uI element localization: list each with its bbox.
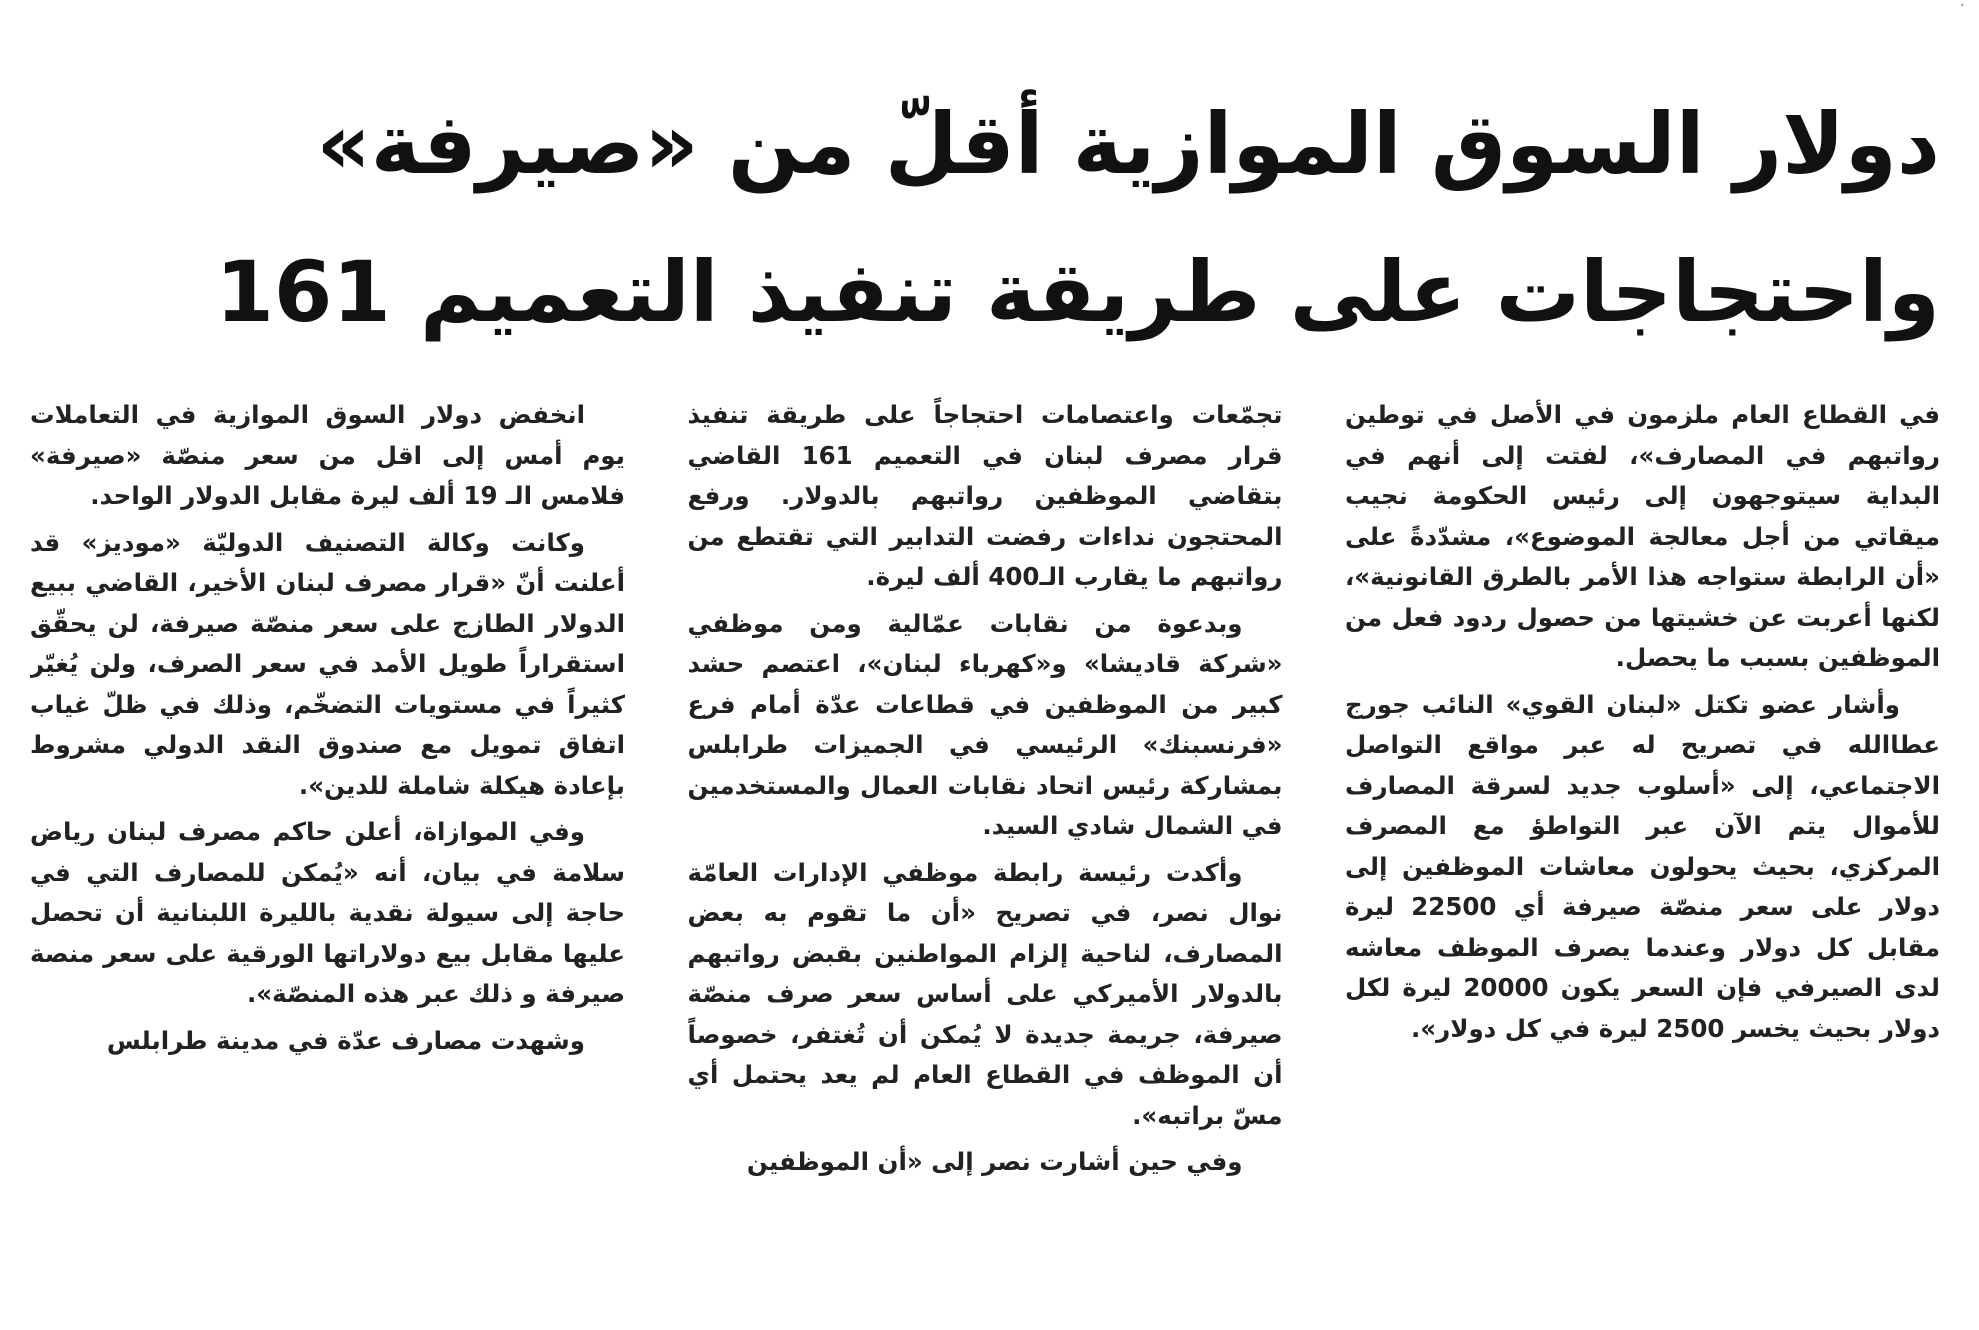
paragraph: وفي الموازاة، أعلن حاكم مصرف لبنان رياض سلامة في بيان، أنه «يُمكن للمصارف التي في حاجة إلى سيولة نقدية بالليرة اللبنانية أن تحصل عليها مقابل بيع دولاراتها الورقية على سعر منصة صيرفة و ذلك عبر هذه المنصّة». — [30, 817, 625, 1008]
article-headline — [215, 70, 1940, 366]
paragraph: وأكدت رئيسة رابطة موظفي الإدارات العامّة نوال نصر، في تصريح «أن ما تقوم به بعض المصارف، لناحية إلزام المواطنين بقبض رواتبهم بالدولار الأميركي على أساس سعر صرف منصّة صيرفة، جريمة جديدة لا يُمكن أن تُغتفر، خصوصاً أن الموظف في القطاع العام لم يعد يحتمل أي مسّ براتبه». — [687, 857, 1283, 1130]
column-2 — [688, 395, 1283, 1295]
column-1 — [30, 395, 625, 1295]
paragraph: وأشار عضو تكتل «لبنان القوي» النائب جورج عطاالله في تصريح له عبر مواقع التواصل الاجتماعي، إلى «أسلوب جديد لسرقة المصارف للأموال يتم الآن عبر التواطؤ مع المصرف المركزي، بحيث يحولون معاشات الموظفين إلى دولار على سعر منصّة صيرفة أي 22500 ليرة مقابل كل دولار وعندما يصرف الموظف معاشه لدى الصيرفي فإن السعر يكون 20000 ليرة لكل دولار بحيث يخسر 2500 ليرة في كل دولار». — [1345, 689, 1940, 1043]
paragraph: وفي حين أشارت نصر إلى «أن الموظفين — [746, 1147, 1243, 1176]
column-3 — [1345, 395, 1940, 1295]
article-body — [30, 395, 1940, 1295]
headline-line-1: دولار السوق الموازية أقلّ من «صيرفة» — [316, 95, 1940, 193]
paragraph: وشهدت مصارف عدّة في مدينة طرابلس — [106, 1025, 585, 1055]
paragraph: في القطاع العام ملزمون في الأصل في توطين رواتبهم في المصارف»، لفتت إلى أنهم في البداية سيتوجهون إلى رئيس الحكومة نجيب ميقاتي من أجل معالجة الموضوع»، مشدّدةً على «أن الرابطة ستواجه هذا الأمر بالطرق القانونية»، لكنها أعربت عن خشيتها من حصول ردود فعل من الموظفين بسبب ما يحصل. — [1345, 400, 1940, 672]
paragraph: تجمّعات واعتصامات احتجاجاً على طريقة تنفيذ قرار مصرف لبنان في التعميم 161 القاضي بتقاضي الموظفين رواتبهم بالدولار. ورفع المحتجون نداءات رفضت التدابير التي تقتطع من رواتبهم ما يقارب الـ400 ألف ليرة. — [687, 400, 1283, 591]
paragraph: وبدعوة من نقابات عمّالية ومن موظفي «شركة قاديشا» و«كهرباء لبنان»، اعتصم حشد كبير من الموظفين في قطاعات عدّة أمام فرع «فرنسبنك» الرئيسي في الجميزات طرابلس بمشاركة رئيس اتحاد نقابات العمال والمستخدمين في الشمال شادي السيد. — [687, 608, 1283, 840]
paragraph: انخفض دولار السوق الموازية في التعاملات يوم أمس إلى اقل من سعر منصّة «صيرفة» فلامس الـ 19 ألف ليرة مقابل الدولار الواحد. — [30, 400, 625, 510]
corner-mark: ، — [1960, 0, 1964, 9]
paragraph: وكانت وكالة التصنيف الدوليّة «موديز» قد أعلنت أنّ «قرار مصرف لبنان الأخير، القاضي ببيع الدولار الطازج على سعر منصّة صيرفة، لن يحقّق استقراراً طويل الأمد في سعر الصرف، ولن يُغيّر كثيراً في مستويات التضخّم، وذلك في ظلّ غياب اتفاق تمويل مع صندوق النقد الدولي مشروط بإعادة هيكلة شاملة للدين». — [30, 527, 625, 800]
headline-line-2: واحتجاجات على طريقة تنفيذ التعميم 161 — [215, 243, 1940, 341]
